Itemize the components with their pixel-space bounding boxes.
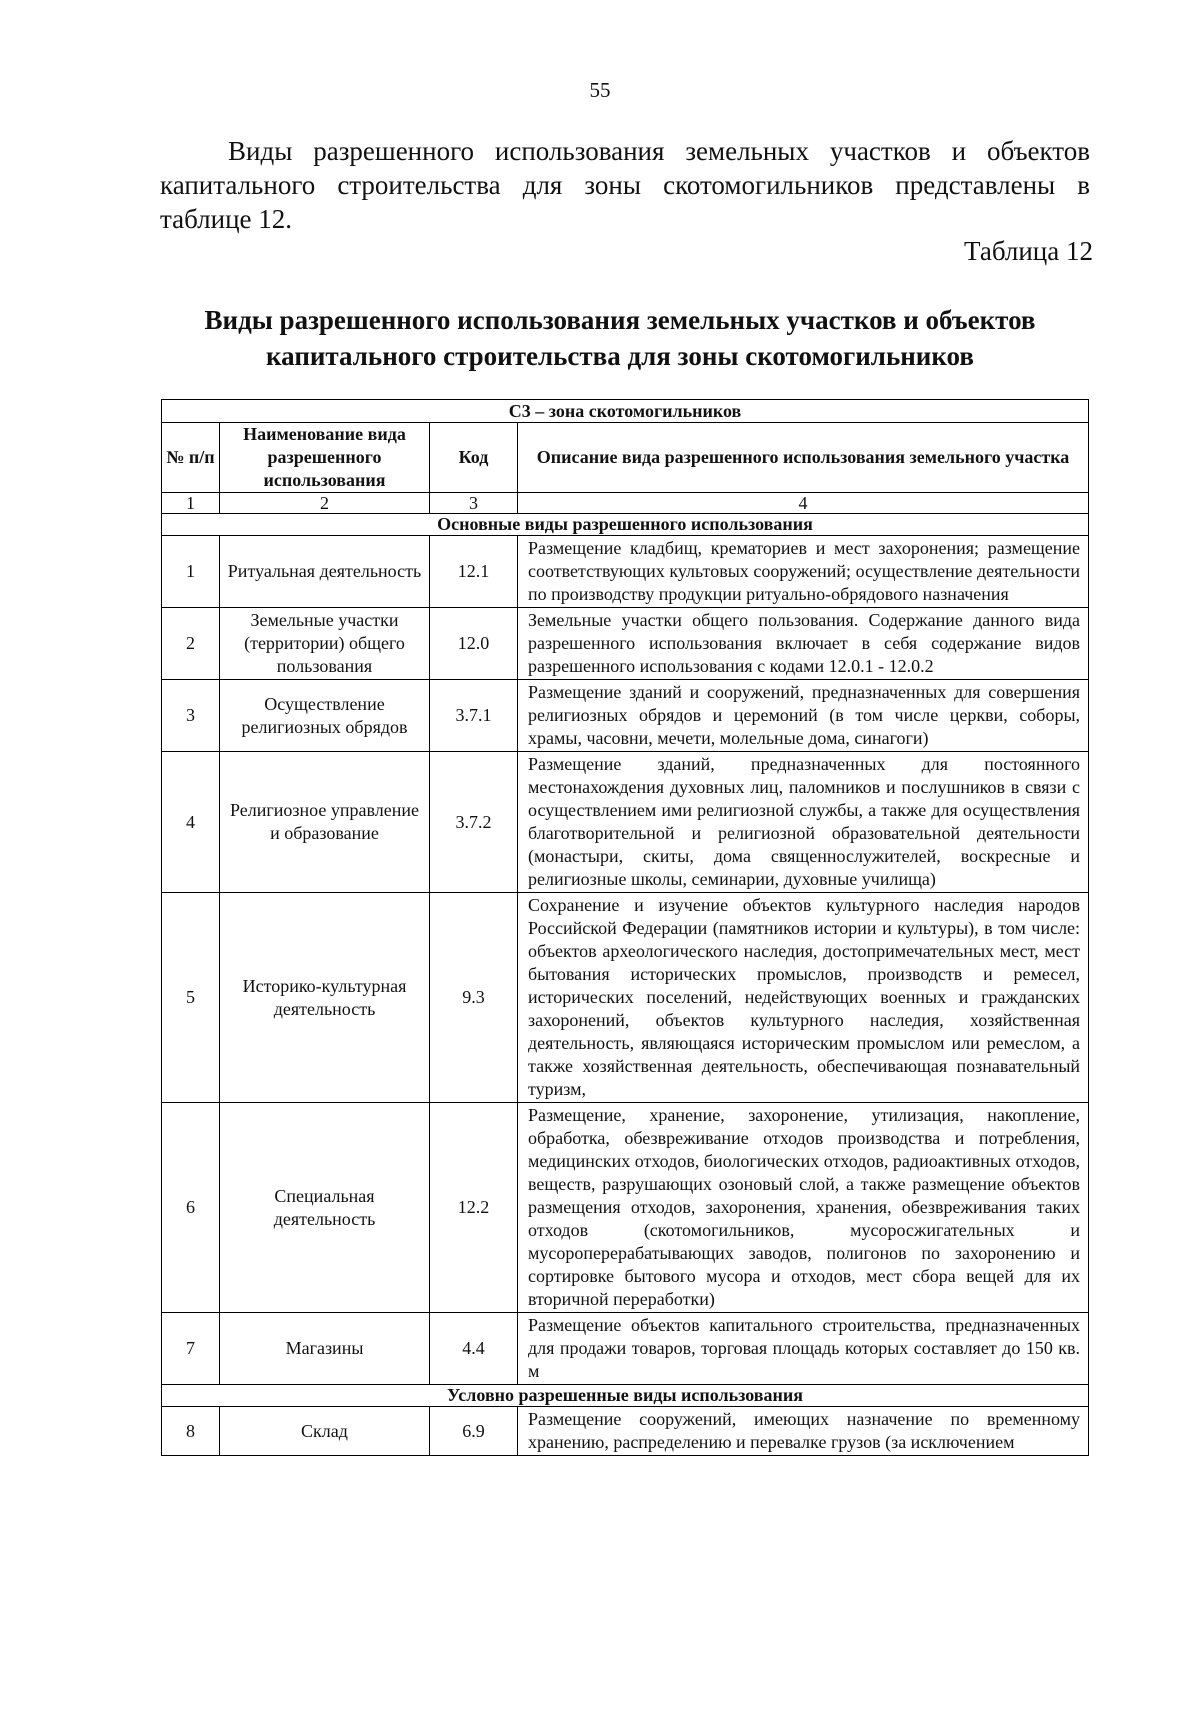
row-use-name: Осуществление религиозных обрядов <box>220 680 430 752</box>
land-use-table <box>161 399 1089 1456</box>
section-row-conditional <box>162 1385 1089 1407</box>
row-number: 6 <box>162 1103 220 1313</box>
row-code: 6.9 <box>430 1407 518 1456</box>
row-description: Размещение объектов капитального строительства, предназначенных для продажи товаров, торговая площадь которых составляет до 150 кв. м <box>518 1313 1089 1385</box>
zone-header: С3 – зона скотомогильников <box>162 400 1089 423</box>
section-row-main <box>162 514 1089 536</box>
column-number: 4 <box>518 493 1089 514</box>
row-use-name: Специальная деятельность <box>220 1103 430 1313</box>
row-use-name: Склад <box>220 1407 430 1456</box>
row-description: Сохранение и изучение объектов культурного наследия народов Российской Федерации (памятников истории и культуры), в том числе: объектов археологического наследия, достопримечательных мест, мест бытования исторических промыслов, производств и ремесел, исторических поселений, недействующих военных и гражданских захоронений, объектов культурного наследия, хозяйственная деятельность, являющаяся историческим промыслом или ремеслом, а также хозяйственная деятельность, обеспечивающая познавательный туризм, <box>518 893 1089 1103</box>
row-number: 4 <box>162 752 220 893</box>
row-code: 3.7.2 <box>430 752 518 893</box>
land-use-table-wrapper <box>161 399 1088 1456</box>
table-row <box>162 752 1089 893</box>
column-number: 1 <box>162 493 220 514</box>
table-title-line-1: Виды разрешенного использования земельных участков и объектов <box>204 305 1036 335</box>
row-code: 3.7.1 <box>430 680 518 752</box>
table-row <box>162 536 1089 608</box>
table-row <box>162 680 1089 752</box>
row-code: 12.0 <box>430 608 518 680</box>
row-code: 4.4 <box>430 1313 518 1385</box>
table-caption: Таблица 12 <box>964 236 1093 266</box>
row-description: Размещение зданий, предназначенных для постоянного местонахождения духовных лиц, паломников и послушников в связи с осуществлением ими религиозной службы, а также для осуществления благотворительной и религиозной образовательной деятельности (монастыри, скиты, дома священнослужителей, воскресные и религиозные школы, семинарии, духовные училища) <box>518 752 1089 893</box>
table-row <box>162 893 1089 1103</box>
section-title-conditional: Условно разрешенные виды использования <box>162 1385 1089 1407</box>
table-row <box>162 1407 1089 1456</box>
table-row <box>162 1313 1089 1385</box>
column-number-row <box>162 493 1089 514</box>
row-description: Размещение кладбищ, крематориев и мест захоронения; размещение соответствующих культовых сооружений; осуществление деятельности по производству продукции ритуально-обрядового назначения <box>518 536 1089 608</box>
column-header-name: Наименование вида разрешенного использования <box>220 423 430 493</box>
zone-header-row <box>162 400 1089 423</box>
column-header-num: № п/п <box>162 423 220 493</box>
row-number: 3 <box>162 680 220 752</box>
column-number: 2 <box>220 493 430 514</box>
row-number: 7 <box>162 1313 220 1385</box>
row-use-name: Ритуальная деятельность <box>220 536 430 608</box>
row-use-name: Религиозное управление и образование <box>220 752 430 893</box>
row-use-name: Земельные участки (территории) общего пользования <box>220 608 430 680</box>
row-code: 9.3 <box>430 893 518 1103</box>
column-number: 3 <box>430 493 518 514</box>
section-title-main: Основные виды разрешенного использования <box>162 514 1089 536</box>
table-row <box>162 608 1089 680</box>
row-number: 8 <box>162 1407 220 1456</box>
row-description: Земельные участки общего пользования. Содержание данного вида разрешенного использования включает в себя содержание видов разрешенного использования с кодами 12.0.1 - 12.0.2 <box>518 608 1089 680</box>
row-use-name: Магазины <box>220 1313 430 1385</box>
table-row <box>162 1103 1089 1313</box>
row-code: 12.1 <box>430 536 518 608</box>
column-header-desc: Описание вида разрешенного использования земельного участка <box>518 423 1089 493</box>
table-title <box>150 302 1090 374</box>
row-number: 5 <box>162 893 220 1103</box>
row-description: Размещение, хранение, захоронение, утилизация, накопление, обработка, обезвреживание отходов производства и потребления, медицинских отходов, биологических отходов, радиоактивных отходов, веществ, разрушающих озоновый слой, а также размещение объектов размещения отходов, захоронения, хранения, обезвреживания таких отходов (скотомогильников, мусоросжигательных и мусороперерабатывающих заводов, полигонов по захоронению и сортировке бытового мусора и отходов, мест сбора вещей для их вторичной переработки) <box>518 1103 1089 1313</box>
column-header-code: Код <box>430 423 518 493</box>
row-code: 12.2 <box>430 1103 518 1313</box>
intro-paragraph: Виды разрешенного использования земельных участков и объектов капитального строительства для зоны скотомогильников представлены в таблице 12. <box>160 136 1090 234</box>
page-number: 55 <box>589 78 611 102</box>
row-number: 1 <box>162 536 220 608</box>
column-header-row <box>162 423 1089 493</box>
row-description: Размещение сооружений, имеющих назначение по временному хранению, распределению и перевалке грузов (за исключением <box>518 1407 1089 1456</box>
row-use-name: Историко-культурная деятельность <box>220 893 430 1103</box>
table-title-line-2: капитального строительства для зоны скотомогильников <box>266 341 974 371</box>
row-description: Размещение зданий и сооружений, предназначенных для совершения религиозных обрядов и церемоний (в том числе церкви, соборы, храмы, часовни, мечети, молельные дома, синагоги) <box>518 680 1089 752</box>
row-number: 2 <box>162 608 220 680</box>
